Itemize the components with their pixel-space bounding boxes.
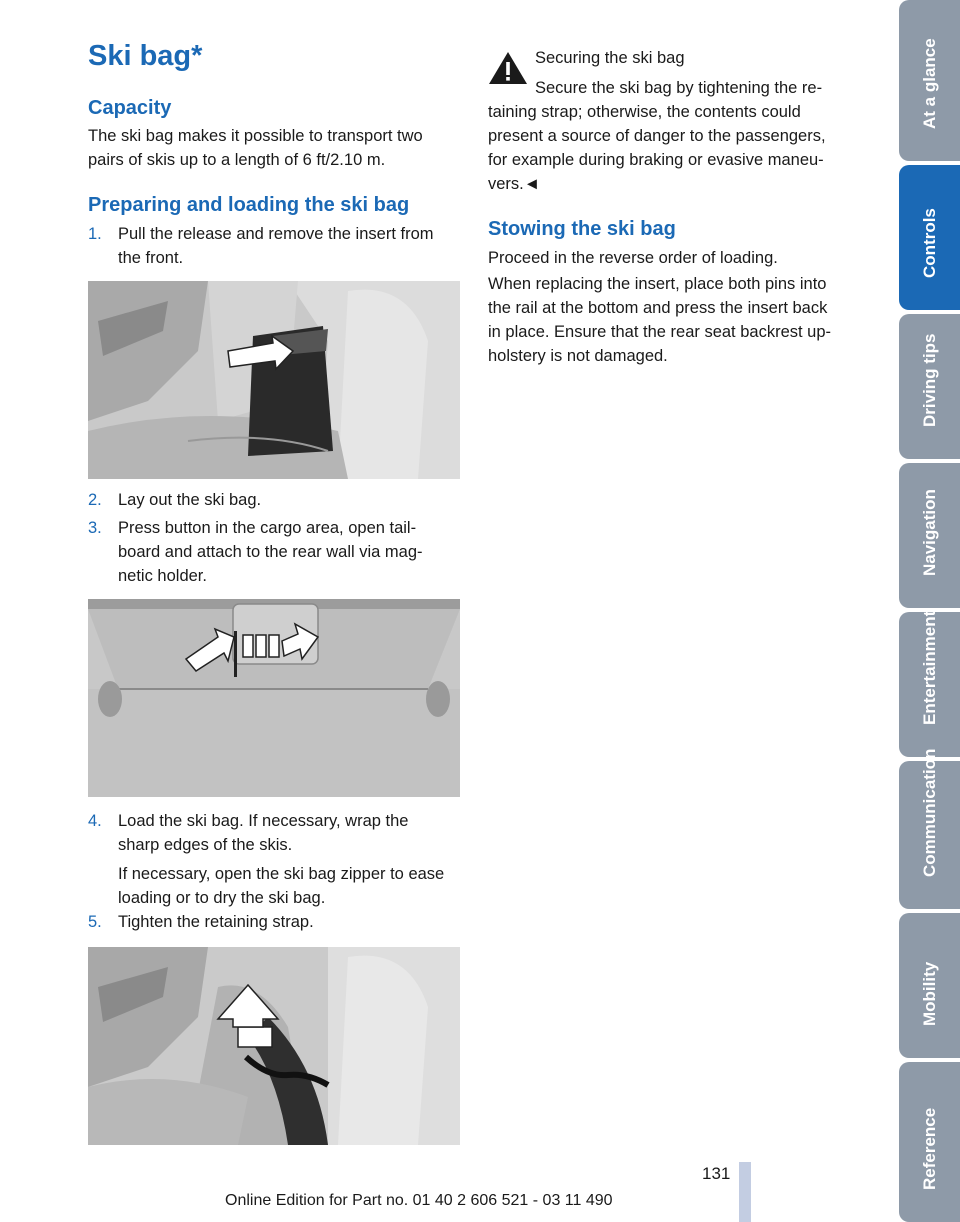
step-line: Tighten the retaining strap.	[118, 913, 314, 931]
step-4-note	[88, 862, 468, 910]
tab-at-a-glance[interactable]	[899, 0, 960, 161]
tab-communication[interactable]	[899, 748, 960, 909]
step-1	[88, 222, 468, 270]
step-line: Pull the release and remove the insert from	[118, 225, 434, 243]
page-title: Ski bag*	[88, 40, 203, 72]
step-3	[88, 516, 468, 588]
tab-label: Driving tips	[919, 333, 939, 427]
stowing-heading: Stowing the ski bag	[488, 218, 676, 240]
warning-line: vers.◄	[488, 175, 541, 193]
warning-icon	[488, 50, 528, 86]
footer-edition: Online Edition for Part no. 01 40 2 606 521 - 03 11 490	[225, 1192, 613, 1209]
step-line: Press button in the cargo area, open tail-	[118, 519, 417, 537]
replacing-line: the rail at the bottom and press the insert back	[488, 299, 828, 317]
page-number: 131	[702, 1164, 731, 1183]
warning-line: for example during braking or evasive maneu-	[488, 151, 824, 169]
stowing-text: Proceed in the reverse order of loading.	[488, 249, 778, 267]
step-line: board and attach to the rear wall via mag-	[118, 543, 423, 561]
warning-line: Secure the ski bag by tightening the re-	[535, 79, 823, 97]
step-number: 3.	[88, 519, 102, 537]
step-line: the front.	[118, 249, 184, 267]
step-line: sharp edges of the skis.	[118, 836, 293, 854]
cargo-area-photo	[88, 599, 460, 797]
warning-line: taining strap; otherwise, the contents could	[488, 103, 801, 121]
step-2	[88, 488, 468, 512]
warning-line: present a source of danger to the passengers,	[488, 127, 826, 145]
step-5	[88, 910, 468, 934]
preparing-heading: Preparing and loading the ski bag	[88, 194, 410, 216]
tab-label: Controls	[919, 208, 939, 278]
tab-entertainment[interactable]	[899, 612, 960, 757]
tab-controls[interactable]	[899, 165, 960, 310]
tab-label: At a glance	[919, 38, 939, 129]
tab-label: Reference	[919, 1107, 939, 1190]
step-line: If necessary, open the ski bag zipper to ease	[118, 865, 445, 883]
tab-reference[interactable]	[899, 1062, 960, 1222]
step-4	[88, 809, 468, 857]
step-number: 1.	[88, 225, 102, 243]
capacity-text-1: The ski bag makes it possible to transport two	[88, 127, 423, 145]
capacity-text-2: pairs of skis up to a length of 6 ft/2.10 m.	[88, 151, 386, 169]
tab-label: Navigation	[919, 489, 939, 576]
step-number: 4.	[88, 812, 102, 830]
step-line: Lay out the ski bag.	[118, 491, 262, 509]
tab-driving-tips[interactable]	[899, 314, 960, 459]
step-line: Load the ski bag. If necessary, wrap the	[118, 812, 409, 830]
step-number: 5.	[88, 913, 102, 931]
tab-label: Mobility	[919, 961, 939, 1026]
tab-navigation[interactable]	[899, 463, 960, 608]
warning-title: Securing the ski bag	[535, 49, 685, 67]
replacing-line: When replacing the insert, place both pins into	[488, 275, 827, 293]
replacing-line: in place. Ensure that the rear seat backrest up-	[488, 323, 832, 341]
rear-seat-insert-photo	[88, 281, 460, 479]
capacity-heading: Capacity	[88, 97, 172, 119]
page-number-bar	[739, 1162, 751, 1222]
replacing-line: holstery is not damaged.	[488, 347, 668, 365]
step-number: 2.	[88, 491, 102, 509]
tab-label: Communication	[919, 748, 939, 877]
step-line: netic holder.	[118, 567, 207, 585]
retaining-strap-photo	[88, 947, 460, 1145]
tab-label: Entertainment	[919, 610, 939, 725]
tab-mobility[interactable]	[899, 913, 960, 1058]
step-line: loading or to dry the ski bag.	[118, 889, 326, 907]
